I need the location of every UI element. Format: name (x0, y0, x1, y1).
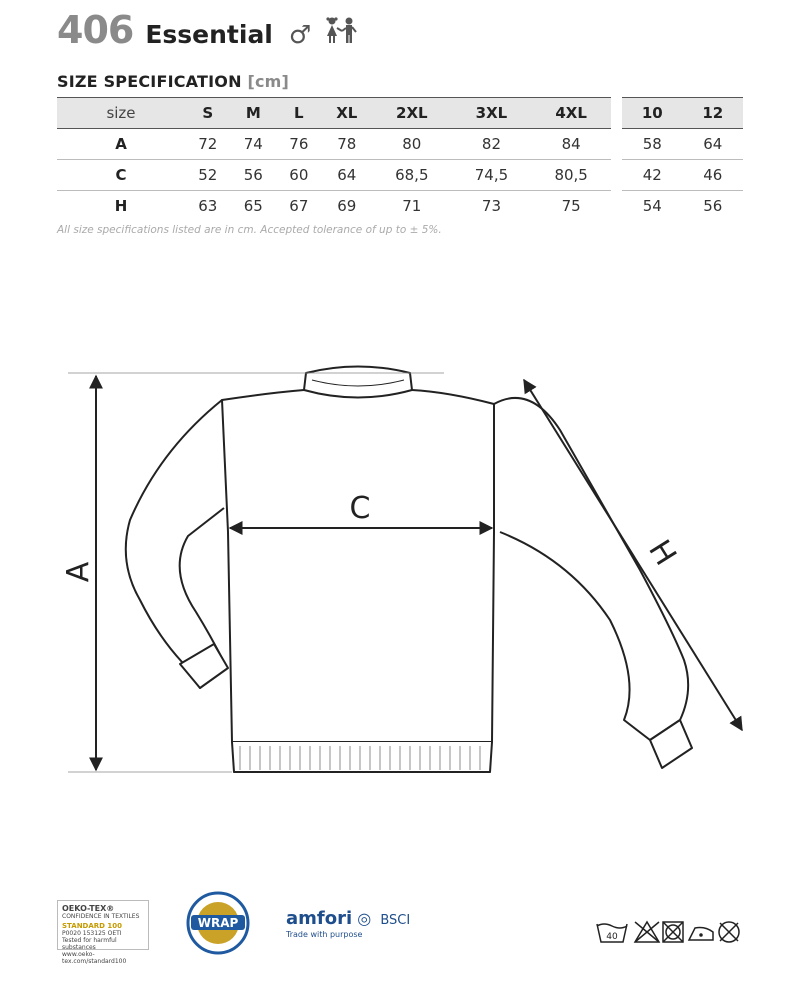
table-cell: 84 (531, 129, 611, 160)
label-h: H (641, 534, 683, 572)
table-cell: 82 (452, 129, 532, 160)
table-cell: 52 (185, 160, 231, 191)
amfori-icon: ◎ (357, 909, 372, 928)
table-cell: 74 (231, 129, 277, 160)
table-cell: 75 (561, 197, 581, 215)
size-col: 12 (683, 98, 744, 129)
size-col: S (185, 98, 231, 129)
row-label: A (57, 129, 185, 160)
size-col: 3XL (452, 98, 532, 129)
table-cell: 76 (276, 129, 322, 160)
table-row (622, 129, 743, 160)
table-cell: 64 (322, 160, 372, 191)
wrap-text: WRAP (197, 916, 239, 930)
no-bleach-icon (635, 922, 659, 942)
certification-logos (0, 890, 800, 965)
product-code: 406 (57, 8, 134, 52)
spec-title-text: SIZE SPECIFICATION (57, 72, 242, 91)
table-cell: 56 (231, 160, 277, 191)
table-cell: 65 (243, 197, 263, 215)
spec-title (57, 72, 289, 91)
spec-unit: [cm] (247, 72, 290, 91)
oeko-url: www.oeko-tex.com/standard100 (62, 951, 127, 965)
table-cell: 72 (185, 129, 231, 160)
oeko-title: OEKO-TEX® (62, 904, 115, 913)
guide-lines (68, 373, 444, 772)
wrap-logo (183, 890, 253, 956)
oeko-tex-logo (57, 900, 149, 965)
table-cell: 64 (683, 129, 744, 160)
wash-40-icon (597, 924, 627, 942)
row-label: C (57, 160, 185, 191)
male-icon: ♂ (288, 20, 312, 49)
oeko-code: P0020 153125 OETI (62, 930, 122, 937)
amfori-tagline: Trade with purpose (286, 930, 363, 939)
iron-icon (689, 928, 713, 941)
table-cell: 68,5 (372, 160, 452, 191)
size-col: 10 (622, 98, 683, 129)
size-col: 4XL (531, 98, 611, 129)
table-cell: 67 (289, 197, 309, 215)
table-cell: 63 (198, 197, 218, 215)
size-col: M (231, 98, 277, 129)
no-tumble-dry-icon (663, 922, 683, 942)
dimension-h-line (524, 380, 742, 730)
size-table-kids (622, 97, 743, 221)
sweatshirt-diagram (0, 300, 800, 800)
table-cell: 56 (703, 197, 723, 215)
table-cell: 80 (372, 129, 452, 160)
kids-icon (323, 16, 359, 44)
table-cell: 58 (622, 129, 683, 160)
bsci-text: BSCI (380, 913, 411, 928)
care-symbols (595, 918, 745, 946)
label-c: C (349, 491, 371, 526)
size-col: L (276, 98, 322, 129)
no-dry-clean-icon (719, 922, 739, 942)
table-row (57, 160, 611, 191)
size-header: size (57, 98, 185, 129)
tolerance-note: All size specifications listed are in cm. Accepted tolerance of up to ± 5%. (57, 224, 442, 236)
table-row (622, 191, 743, 222)
amfori-text: amfori (286, 908, 353, 929)
table-row (622, 160, 743, 191)
oeko-standard: STANDARD 100 (62, 922, 123, 930)
table-cell: 80,5 (531, 160, 611, 191)
wash-temp: 40 (606, 932, 618, 942)
table-row (57, 191, 611, 222)
sweatshirt-outline (126, 367, 692, 773)
table-cell: 60 (276, 160, 322, 191)
table-row (57, 129, 611, 160)
table-cell: 46 (683, 160, 744, 191)
oeko-line: CONFIDENCE IN TEXTILES (62, 913, 140, 920)
product-name: Essential (145, 20, 273, 49)
size-table-adult (57, 97, 611, 221)
table-cell: 42 (622, 160, 683, 191)
row-label: H (114, 197, 128, 215)
table-cell: 78 (322, 129, 372, 160)
table-cell: 54 (642, 197, 662, 215)
table-cell: 73 (481, 197, 501, 215)
table-cell: 71 (402, 197, 422, 215)
label-a: A (61, 561, 96, 583)
oeko-tested: Tested for harmful substances (62, 937, 117, 951)
size-col: 2XL (372, 98, 452, 129)
size-col: XL (322, 98, 372, 129)
table-cell: 74,5 (452, 160, 532, 191)
amfori-logo (286, 908, 410, 939)
table-cell: 69 (337, 197, 357, 215)
product-header (57, 8, 359, 52)
